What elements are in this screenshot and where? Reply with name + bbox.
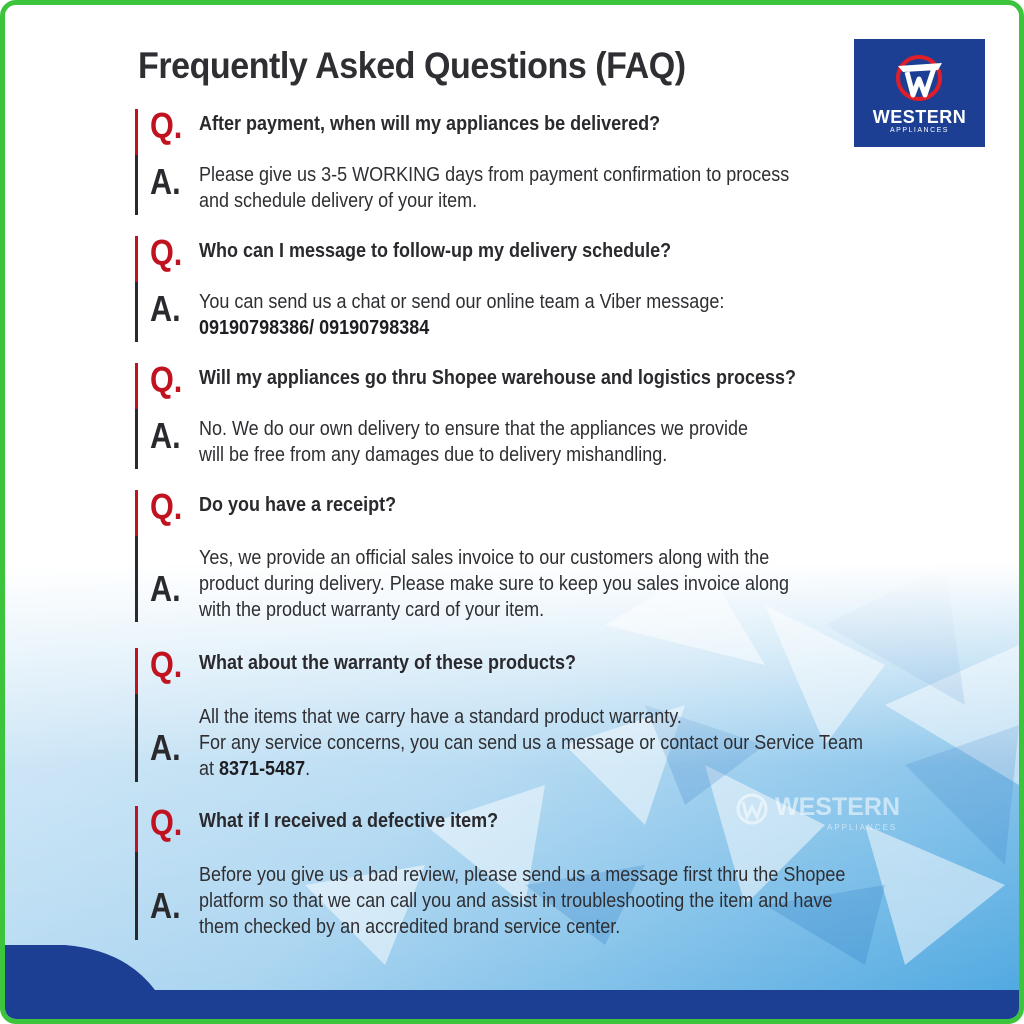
question-text: Will my appliances go thru Shopee warehouse and logistics process? (199, 367, 796, 389)
answer-text: You can send us a chat or send our online team a Viber message: 09190798386/ 09190798384 (199, 291, 725, 339)
watermark-sub: APPLIANCES (827, 823, 898, 832)
w-logo-icon (854, 39, 985, 109)
question-marker: Q. (150, 644, 183, 685)
question-marker: Q. (150, 486, 183, 527)
logo-sub-text: APPLIANCES (890, 127, 949, 134)
phone-numbers: 09190798386/ 09190798384 (199, 317, 430, 339)
western-logo (854, 39, 985, 147)
answer-marker: A. (150, 885, 181, 926)
watermark-brand: WESTERN (775, 793, 900, 821)
question-marker: Q. (150, 105, 183, 146)
answer-text: No. We do our own delivery to ensure that the appliances we provide will be free from any damages due to delivery mishandling. (199, 418, 748, 466)
question-text: After payment, when will my appliances be delivered? (199, 113, 661, 135)
answer-marker: A. (150, 568, 181, 609)
answer-text: Before you give us a bad review, please send us a message first thru the Shopee platform so that we can call you and assist in troubleshooting the item and have them checked by an accredited brand service center. (199, 864, 846, 938)
watermark-w-icon (735, 793, 771, 825)
question-text: Who can I message to follow-up my delivery schedule? (199, 240, 672, 262)
question-text: What if I received a defective item? (199, 810, 499, 832)
answer-text: Please give us 3-5 WORKING days from payment confirmation to process and schedule delivery of your item. (199, 164, 790, 212)
question-text: What about the warranty of these products? (199, 652, 577, 674)
question-marker: Q. (150, 359, 183, 400)
answer-text: Yes, we provide an official sales invoice to our customers along with the product during delivery. Please make sure to keep you sales invoice along with the product warranty card of your item. (199, 547, 790, 621)
question-text: Do you have a receipt? (199, 494, 397, 516)
page-title: Frequently Asked Questions (FAQ) (138, 45, 686, 86)
answer-marker: A. (150, 727, 181, 768)
question-marker: Q. (150, 232, 183, 273)
answer-marker: A. (150, 161, 181, 202)
answer-marker: A. (150, 415, 181, 456)
service-team-phone: 8371-5487 (219, 758, 306, 780)
question-marker: Q. (150, 802, 183, 843)
logo-brand-text: WESTERN (872, 107, 967, 127)
answer-text: All the items that we carry have a standard product warranty. For any service concerns, you can send us a message or contact our Service Team at 8371-5487. (199, 706, 863, 780)
answer-marker: A. (150, 288, 181, 329)
